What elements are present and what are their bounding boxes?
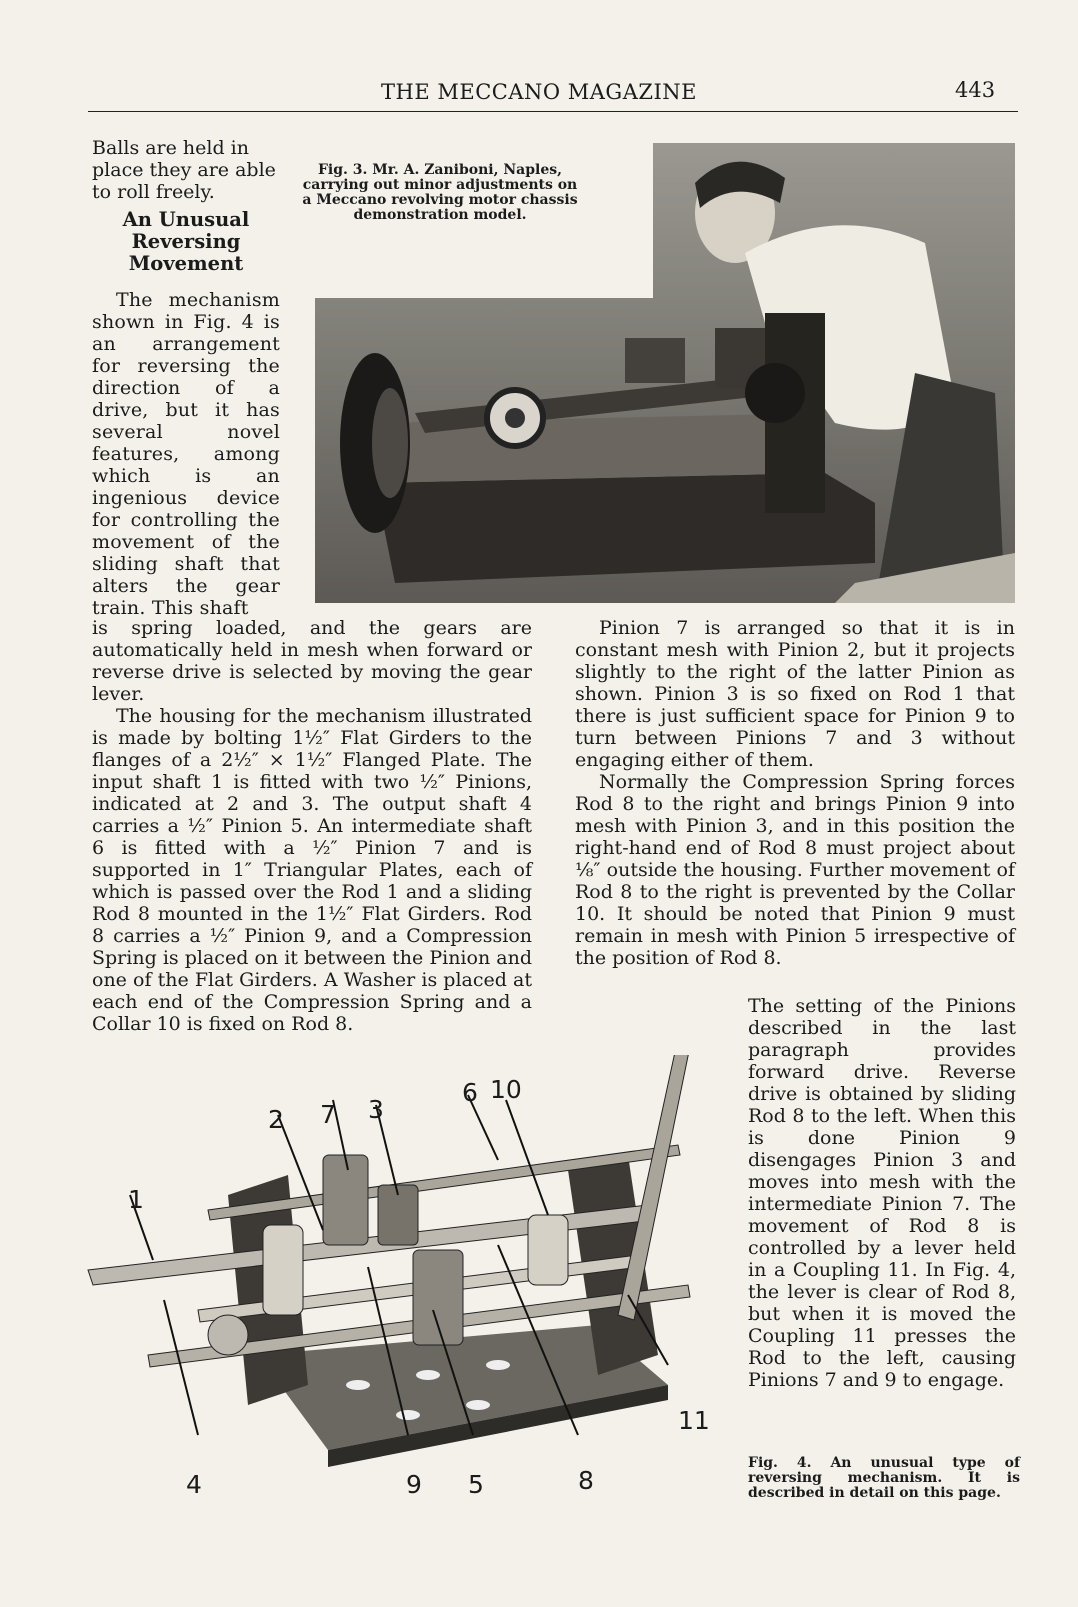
callout-8: 8 bbox=[578, 1466, 594, 1495]
subheading: An Unusual Reversing Movement bbox=[122, 208, 250, 275]
callout-9: 9 bbox=[406, 1470, 422, 1499]
running-header: THE MECCANO MAGAZINE bbox=[381, 80, 697, 104]
callout-4: 4 bbox=[186, 1470, 202, 1499]
fig4-mechanism-drawing bbox=[78, 1055, 718, 1515]
left-para1-narrow: The mechanism shown in Fig. 4 is an arrangement for reversing the direction of a drive, but it has several novel features, among which is an ingenious device for controlling the movement of the sliding shaft that alters the gear train. This shaft bbox=[92, 289, 280, 619]
fig4-illustration bbox=[78, 1055, 718, 1515]
intro-paragraph: Balls are held in place they are able to roll freely. bbox=[92, 137, 276, 203]
callout-11: 11 bbox=[678, 1406, 710, 1435]
header-rule bbox=[88, 111, 1018, 112]
right-column bbox=[575, 617, 1015, 969]
right-para2: Normally the Compression Spring forces Rod 8 to the right and brings Pinion 9 into mesh with Pinion 3, and in this position the right-hand end of Rod 8 must project about ⅛″ outside the housing. Further movement of Rod 8 to the right is prevented by the Collar 10. It should be noted that Pinion 9 must remain in mesh with Pinion 5 irrespective of the position of Rod 8. bbox=[575, 771, 1015, 969]
fig3-caption: Fig. 3. Mr. A. Zaniboni, Naples, carrying out minor adjustments on a Meccano revolving motor chassis demonstration model. bbox=[302, 162, 578, 223]
left-para2: The housing for the mechanism illustrated is made by bolting 1½″ Flat Girders to the flanges of a 2½″ × 1½″ Flanged Plate. The input shaft 1 is fitted with two ½″ Pinions, indicated at 2 and 3. The output shaft 4 carries a ½″ Pinion 5. An intermediate shaft 6 is fitted with a ½″ Pinion 7 and is supported in 1″ Triangular Plates, each of which is passed over the Rod 1 and a sliding Rod 8 mounted in the 1½″ Flat Girders. Rod 8 carries a ½″ Pinion 9, and a Compression Spring is placed on it between the Pinion and one of the Flat Girders. A Washer is placed at each end of the Compression Spring and a Collar 10 is fixed on Rod 8. bbox=[92, 705, 532, 1035]
callout-5: 5 bbox=[468, 1470, 484, 1499]
fig4-caption: Fig. 4. An unusual type of reversing mechanism. It is described in detail on this page. bbox=[748, 1455, 1020, 1501]
callout-10: 10 bbox=[490, 1075, 522, 1104]
callout-3: 3 bbox=[368, 1095, 384, 1124]
right-para1: Pinion 7 is arranged so that it is in constant mesh with Pinion 2, but it projects slightly to the right of the latter Pinion as shown. Pinion 3 is so fixed on Rod 1 that there is just sufficient space for Pinion 9 to turn between Pinions 7 and 3 without engaging either of them. bbox=[575, 617, 1015, 771]
left-column-narrow bbox=[92, 137, 280, 275]
callout-2: 2 bbox=[268, 1105, 284, 1134]
left-column-wide: is spring loaded, and the gears are automatically held in mesh when forward or reverse drive is selected by moving the gear lever. The housing for the mechanism illustrated is made by bolting 1½″ Flat Girders to the flanges of a 2½″ × 1½″ Flanged Plate. The input shaft 1 is fitted with two ½″ Pinions, indicated at 2 and 3. The output shaft 4 carries a ½″ Pinion 5. An intermediate shaft 6 is fitted with a ½″ Pinion 7 and is supported in 1″ Triangular Plates, each of which is passed over the Rod 1 and a sliding Rod 8 mounted in the 1½″ Flat Girders. Rod 8 carries a ½″ Pinion 9, and a Compression Spring is placed on it between the Pinion and one of the Flat Girders. A Washer is placed at each end of the Compression Spring and a Collar 10 is fixed on Rod 8. bbox=[92, 617, 532, 1035]
callout-1: 1 bbox=[128, 1185, 144, 1214]
callout-6: 6 bbox=[462, 1078, 478, 1107]
page-number: 443 bbox=[955, 78, 996, 102]
callout-7: 7 bbox=[320, 1100, 336, 1129]
right-para3: The setting of the Pinions described in the last paragraph provides forward drive. Reverse drive is obtained by sliding Rod 8 to the left. When this is done Pinion 9 disengages Pinion 3 and moves into mesh with the intermediate Pinion 7. The movement of Rod 8 is controlled by a lever held in a Coupling 11. In Fig. 4, the lever is clear of Rod 8, but when it is moved the Coupling 11 presses the Rod to the left, causing Pinions 7 and 9 to engage. bbox=[748, 995, 1016, 1391]
